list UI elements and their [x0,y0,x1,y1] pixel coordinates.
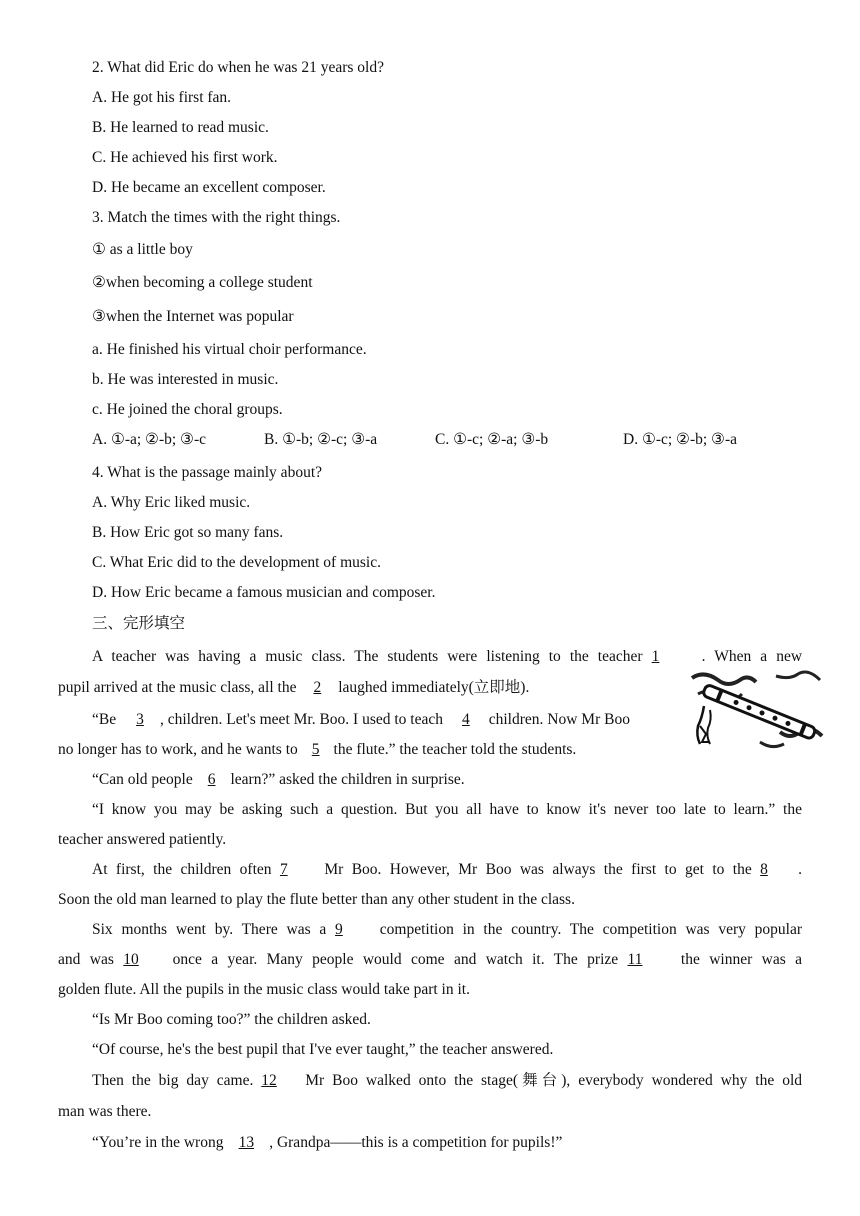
passage-text: pupil arrived at the music class, all the [58,679,297,696]
passage-line [92,1133,562,1153]
passage-text: “Can old people [92,771,193,788]
passage-line: golden flute. All the pupils in the music class would take part in it. [58,981,470,998]
passage-text: learn?” asked the children in surprise. [230,771,465,788]
question-2-option-c: C. He achieved his first work. [92,149,278,166]
question-4-stem: 4. What is the passage mainly about? [92,464,323,481]
blank-11: 11 [627,951,643,968]
blank-8: 8 [760,861,768,878]
question-4-option-a: A. Why Eric liked music. [92,494,251,511]
question-4-option-b: B. How Eric got so many fans. [92,524,284,541]
passage-line [92,647,802,667]
question-3-option-c: C. ①-c; ②-a; ③-b [435,431,549,448]
passage-line [92,710,802,730]
passage-text: , children. Let's meet Mr. Boo. I used to teach [159,711,443,728]
passage-text: Mr Boo. However, Mr Boo was always the first to get to the [324,861,752,878]
passage-text: , Grandpa——this is a competition for pupils!” [269,1134,563,1151]
passage-line: Soon the old man learned to play the flute better than any other student in the class. [58,891,575,908]
passage-text: “You’re in the wrong [92,1134,224,1151]
question-4-option-d: D. How Eric became a famous musician and composer. [92,584,436,601]
passage-text: no longer has to work, and he wants to [58,741,298,758]
passage-line [58,740,576,760]
passage-text: once a year. Many people would come and watch it. The prize [172,951,619,968]
passage-text: Then the big day came. [92,1072,254,1089]
passage-line [58,950,802,970]
question-3-time-1: ① as a little boy [92,241,193,258]
passage-text: At first, the children often [92,861,272,878]
passage-line [92,920,802,940]
passage-line [92,1071,802,1091]
question-3-time-3: ③when the Internet was popular [92,308,294,325]
passage-text: . When a new [701,648,803,665]
question-2-option-b: B. He learned to read music. [92,119,269,136]
question-3-time-2: ②when becoming a college student [92,274,313,291]
question-3-thing-a: a. He finished his virtual choir performance. [92,341,367,358]
blank-1: 1 [651,648,660,665]
blank-7: 7 [279,861,288,878]
blank-10: 10 [123,951,139,968]
passage-text: Mr Boo walked onto the stage(舞台), everybody wondered why the old [305,1072,803,1089]
blank-3: 3 [136,711,144,728]
blank-4: 4 [462,711,470,728]
blank-2: 2 [313,679,322,696]
passage-text: children. Now Mr Boo [488,711,630,728]
question-3-thing-b: b. He was interested in music. [92,371,279,388]
question-4-option-c: C. What Eric did to the development of music. [92,554,381,571]
passage-line [92,860,802,880]
passage-line: teacher answered patiently. [58,831,227,848]
blank-6: 6 [207,771,216,788]
question-3-stem: 3. Match the times with the right things. [92,209,341,226]
passage-text: A teacher was having a music class. The students were listening to the teacher [92,648,643,665]
passage-text: the winner was a [680,951,803,968]
passage-line: “Is Mr Boo coming too?” the children asked. [92,1011,371,1028]
passage-text: laughed immediately(立即地). [338,679,530,696]
blank-12: 12 [261,1072,277,1089]
passage-text: “Be [92,711,117,728]
blank-13: 13 [238,1134,255,1151]
passage-text: competition in the country. The competition was very popular [379,921,802,938]
passage-text: and was [58,951,114,968]
passage-line [92,770,465,790]
question-3-thing-c: c. He joined the choral groups. [92,401,283,418]
question-2-stem: 2. What did Eric do when he was 21 years old? [92,59,384,76]
passage-line: “I know you may be asking such a question. But you all have to know it's never too late to learn.” the [92,801,802,818]
blank-5: 5 [311,741,320,758]
question-2-option-d: D. He became an excellent composer. [92,179,326,196]
section-heading: 三、完形填空 [92,615,186,632]
passage-line: “Of course, he's the best pupil that I've ever taught,” the teacher answered. [92,1041,554,1058]
passage-line: man was there. [58,1103,152,1120]
question-3-option-b: B. ①-b; ②-c; ③-a [264,431,378,448]
passage-line [58,678,529,698]
passage-text: . [798,861,802,878]
question-3-option-d: D. ①-c; ②-b; ③-a [623,431,737,448]
question-3-option-a: A. ①-a; ②-b; ③-c [92,431,206,448]
question-2-option-a: A. He got his first fan. [92,89,232,106]
passage-text: Six months went by. There was a [92,921,327,938]
question-3-options [92,430,802,450]
passage-text: the flute.” the teacher told the students. [333,741,577,758]
blank-9: 9 [335,921,343,938]
